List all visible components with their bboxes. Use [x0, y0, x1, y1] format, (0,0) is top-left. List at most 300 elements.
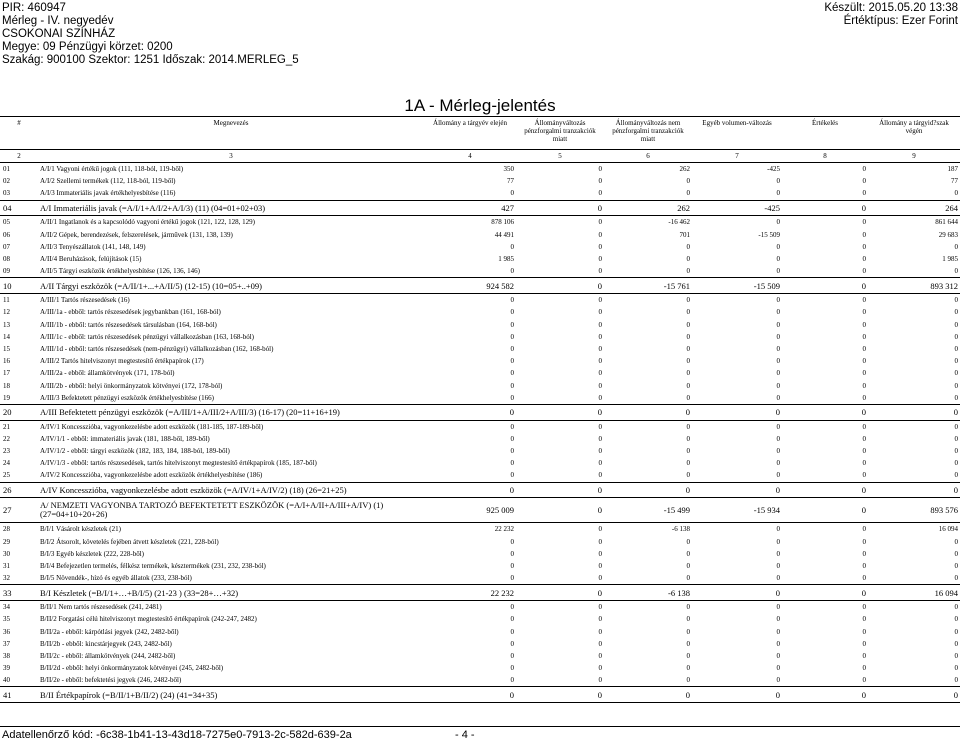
row-label: A/III/1 Tartós részesedések (16) — [40, 296, 130, 305]
page-number: - 4 - — [455, 729, 475, 741]
row-value: -6 138 — [671, 525, 690, 534]
row-value: 0 — [862, 344, 866, 353]
row-number: 22 — [3, 434, 10, 443]
row-value: 187 — [947, 165, 958, 174]
row-value: 0 — [686, 561, 690, 570]
row-value: 44 491 — [494, 230, 514, 239]
row-value: 0 — [782, 585, 868, 601]
row-value: 0 — [862, 447, 866, 456]
row-value: 0 — [954, 664, 958, 673]
row-number: 01 — [3, 165, 10, 174]
row-value: 0 — [686, 434, 690, 443]
col-header: Értékelés — [782, 117, 868, 150]
row-value: 0 — [692, 687, 782, 703]
row-value: 0 — [862, 627, 866, 636]
table-row — [0, 200, 960, 216]
row-value: 0 — [510, 447, 514, 456]
row-number: 03 — [3, 189, 10, 198]
row-label: A/I Immateriális javak (=A/I/1+A/I/2+A/I/3) (11) (04=01+02+03) — [38, 200, 424, 216]
row-number: 18 — [3, 381, 10, 390]
col-header: Állomány a tárgyév elején — [424, 117, 516, 150]
row-value: 0 — [510, 639, 514, 648]
row-value: 0 — [776, 561, 780, 570]
row-label: A/III/2 Tartós hitelviszonyt megtestesítő értékpapírok (17) — [40, 357, 204, 366]
col-number: 9 — [868, 150, 960, 163]
row-value: 0 — [686, 676, 690, 685]
row-value: 0 — [776, 255, 780, 264]
row-label: A/III Befektetett pénzügyi eszközök (=A/III/1+A/III/2+A/III/3) (16-17) (20=11+16+19) — [38, 404, 424, 420]
row-value: 0 — [954, 369, 958, 378]
row-value: 0 — [510, 603, 514, 612]
row-value: 0 — [686, 357, 690, 366]
row-value: 0 — [954, 242, 958, 251]
row-value: 0 — [516, 687, 604, 703]
row-label: A/III/2b - ebből: helyi önkormányzatok kötvényei (172, 178-ból) — [40, 381, 223, 390]
row-value: 77 — [951, 177, 958, 186]
row-value: 0 — [862, 459, 866, 468]
row-value: 924 582 — [424, 278, 516, 294]
row-value: 0 — [954, 615, 958, 624]
row-value: 0 — [862, 255, 866, 264]
row-label: A/IV Koncesszióba, vagyonkezelésbe adott eszközök (=A/IV/1+A/IV/2) (18) (26=21+25) — [38, 482, 424, 498]
table-row — [0, 560, 960, 572]
row-value: 0 — [598, 615, 602, 624]
row-value: 0 — [954, 296, 958, 305]
row-value: 701 — [679, 230, 690, 239]
verification-code: Adatellenőrző kód: -6c38-1b41-13-43d18-7275e0-7913-2c-582d-639-2a — [2, 729, 352, 741]
row-number: 24 — [3, 459, 10, 468]
row-value: 1 985 — [498, 255, 514, 264]
page-title: 1A - Mérleg-jelentés — [404, 96, 556, 115]
row-number: 36 — [3, 627, 10, 636]
row-value: 0 — [686, 393, 690, 402]
row-value: 262 — [679, 165, 690, 174]
row-value: 0 — [776, 651, 780, 660]
row-value: 0 — [510, 296, 514, 305]
row-value: 0 — [510, 381, 514, 390]
row-value: 0 — [598, 603, 602, 612]
created-timestamp: Készült: 2015.05.20 13:38 — [824, 2, 958, 14]
row-value: 0 — [686, 332, 690, 341]
row-value: 0 — [598, 177, 602, 186]
row-number: 30 — [3, 549, 10, 558]
row-value: 925 009 — [424, 498, 516, 523]
table-row — [0, 175, 960, 187]
row-value: 350 — [503, 165, 514, 174]
row-value: 0 — [510, 561, 514, 570]
row-label: A/II/5 Tárgyi eszközök értékhelyesbítése (126, 136, 146) — [40, 267, 200, 276]
column-number-row — [0, 150, 960, 163]
row-value: 0 — [598, 434, 602, 443]
row-number: 25 — [3, 471, 10, 480]
row-label: A/IV/1 Koncesszióba, vagyonkezelésbe adott eszközök (181-185, 187-189-ből) — [40, 422, 264, 431]
row-value: 0 — [954, 561, 958, 570]
row-label: B/I/5 Növendék-, hízó és egyéb állatok (233, 238-ból) — [40, 574, 192, 583]
row-value: 0 — [954, 459, 958, 468]
row-value: 0 — [598, 344, 602, 353]
table-row — [0, 187, 960, 200]
row-value: 0 — [862, 664, 866, 673]
col-number: 2 — [0, 150, 38, 163]
row-value: 0 — [510, 332, 514, 341]
row-number: 23 — [3, 447, 10, 456]
row-value: 893 576 — [868, 498, 960, 523]
row-value: 0 — [598, 664, 602, 673]
row-value: -15 509 — [692, 278, 782, 294]
row-value: 878 106 — [491, 218, 514, 227]
row-value: 0 — [862, 393, 866, 402]
row-value: 0 — [516, 585, 604, 601]
row-value: 16 094 — [938, 525, 958, 534]
row-label: A/II Tárgyi eszközök (=A/II/1+...+A/II/5) (12-15) (10=05+..+09) — [38, 278, 424, 294]
row-value: 0 — [954, 627, 958, 636]
row-value: 0 — [954, 447, 958, 456]
table-row — [0, 392, 960, 405]
row-value: 0 — [598, 422, 602, 431]
row-value: 0 — [598, 357, 602, 366]
table-row — [0, 687, 960, 703]
row-value: 0 — [776, 525, 780, 534]
row-value: 0 — [510, 471, 514, 480]
row-value: 0 — [954, 393, 958, 402]
col-number: 3 — [38, 150, 424, 163]
row-value: -425 — [767, 165, 780, 174]
row-value: 0 — [954, 381, 958, 390]
row-label: A/II/1 Ingatlanok és a kapcsolódó vagyoni értékű jogok (121, 122, 128, 129) — [40, 218, 256, 227]
table-row — [0, 638, 960, 650]
row-label: A/III/1b - ebből: tartós részesedések társulásban (164, 168-ból) — [40, 320, 217, 329]
row-label: A/I/3 Immateriális javak értékhelyesbítése (116) — [40, 189, 176, 198]
row-value: 0 — [692, 482, 782, 498]
row-value: 0 — [598, 381, 602, 390]
row-label: B/II/2a - ebből: kárpótlási jegyek (242, 2482-ből) — [40, 627, 179, 636]
row-number: 26 — [0, 482, 38, 498]
table-row — [0, 420, 960, 433]
row-number: 08 — [3, 255, 10, 264]
row-value: 0 — [598, 561, 602, 570]
row-value: 0 — [510, 357, 514, 366]
row-value: 0 — [862, 676, 866, 685]
table-row — [0, 433, 960, 445]
row-value: 0 — [686, 320, 690, 329]
row-value: 0 — [776, 369, 780, 378]
row-value: 0 — [686, 537, 690, 546]
row-value: 0 — [598, 447, 602, 456]
row-value: 0 — [598, 320, 602, 329]
column-header-row — [0, 117, 960, 150]
row-value: 0 — [862, 332, 866, 341]
row-value: 0 — [510, 242, 514, 251]
row-number: 38 — [3, 651, 10, 660]
row-value: 0 — [776, 574, 780, 583]
col-number: 8 — [782, 150, 868, 163]
row-number: 05 — [3, 218, 10, 227]
row-value: 0 — [686, 574, 690, 583]
row-value: 0 — [776, 332, 780, 341]
row-value: 0 — [686, 369, 690, 378]
row-value: 0 — [776, 627, 780, 636]
row-number: 27 — [0, 498, 38, 523]
row-number: 02 — [3, 177, 10, 186]
row-value: 0 — [776, 296, 780, 305]
row-value: 0 — [776, 422, 780, 431]
row-value: 0 — [510, 434, 514, 443]
row-value: 0 — [510, 574, 514, 583]
row-value: 0 — [686, 549, 690, 558]
row-value: 0 — [692, 404, 782, 420]
row-value: 0 — [782, 278, 868, 294]
row-value: 0 — [868, 404, 960, 420]
row-value: 0 — [510, 344, 514, 353]
row-value: 0 — [598, 471, 602, 480]
row-value: 0 — [686, 308, 690, 317]
row-value: -15 934 — [692, 498, 782, 523]
row-value: 0 — [510, 651, 514, 660]
row-label: B/II/2e - ebből: befektetési jegyek (246, 2482-ből) — [40, 676, 182, 685]
row-value: 0 — [862, 471, 866, 480]
col-header: Állományváltozás nem pénzforgalmi tranzakciók miatt — [604, 117, 692, 150]
table-row — [0, 241, 960, 253]
row-value: 427 — [424, 200, 516, 216]
row-value: 0 — [510, 422, 514, 431]
table-row — [0, 536, 960, 548]
row-value: 0 — [868, 482, 960, 498]
row-value: 0 — [776, 664, 780, 673]
row-label: B/II/1 Nem tartós részesedések (241, 2481) — [40, 603, 162, 612]
row-value: 0 — [516, 278, 604, 294]
row-value: 0 — [776, 308, 780, 317]
row-number: 15 — [3, 344, 10, 353]
row-value: 0 — [862, 639, 866, 648]
row-value: 0 — [598, 165, 602, 174]
row-value: 0 — [510, 189, 514, 198]
row-label: A/IV/1/2 - ebből: tárgyi eszközök (182, 183, 184, 188-ból, 189-ből) — [40, 447, 230, 456]
row-label: B/II/2 Forgatási célú hitelviszonyt megtestesítő értékpapírok (242-247, 2482) — [40, 615, 257, 624]
row-value: 16 094 — [868, 585, 960, 601]
row-value: 0 — [510, 459, 514, 468]
row-value: 0 — [516, 498, 604, 523]
table-row — [0, 457, 960, 469]
row-number: 37 — [3, 639, 10, 648]
col-header: # — [0, 117, 38, 150]
row-value: 0 — [862, 561, 866, 570]
row-value: 0 — [686, 267, 690, 276]
row-value: 0 — [686, 627, 690, 636]
table-row — [0, 662, 960, 674]
row-value: 0 — [598, 267, 602, 276]
row-value: 0 — [954, 308, 958, 317]
row-number: 32 — [3, 574, 10, 583]
row-value: 0 — [598, 230, 602, 239]
row-number: 20 — [0, 404, 38, 420]
row-number: 09 — [3, 267, 10, 276]
col-number: 4 — [424, 150, 516, 163]
row-label: A/II/3 Tenyészállatok (141, 148, 149) — [40, 242, 146, 251]
row-number: 19 — [3, 393, 10, 402]
row-value: 0 — [862, 525, 866, 534]
row-value: 0 — [598, 627, 602, 636]
row-value: 0 — [776, 242, 780, 251]
row-number: 17 — [3, 369, 10, 378]
row-value: 0 — [510, 676, 514, 685]
row-label: A/IV/1/1 - ebből: immateriális javak (181, 188-ből, 189-ből) — [40, 434, 210, 443]
row-value: 0 — [686, 664, 690, 673]
row-value: -15 499 — [604, 498, 692, 523]
row-value: 0 — [776, 639, 780, 648]
row-value: 0 — [862, 574, 866, 583]
county-info: Megye: 09 Pénzügyi körzet: 0200 — [2, 41, 173, 53]
row-value: 0 — [862, 230, 866, 239]
row-number: 39 — [3, 664, 10, 673]
row-label: A/III/2a - ebből: államkötvények (171, 178-ból) — [40, 369, 175, 378]
row-value: 0 — [686, 603, 690, 612]
row-value: 0 — [516, 482, 604, 498]
row-value: 0 — [686, 615, 690, 624]
row-value: 0 — [776, 603, 780, 612]
row-value: 0 — [598, 537, 602, 546]
row-label: B/I/2 Átsorolt, követelés fejében átvett készletek (221, 228-ból) — [40, 537, 219, 546]
table-row — [0, 498, 960, 523]
row-number: 10 — [0, 278, 38, 294]
row-label: A/IV/1/3 - ebből: tartós részesedések, tartós hitelviszonyt megtestesítő értékpapírok (185, 187-ből) — [40, 459, 317, 468]
row-label: B/I/3 Egyéb készletek (222, 228-ből) — [40, 549, 145, 558]
row-value: 0 — [954, 639, 958, 648]
row-value: 0 — [510, 664, 514, 673]
row-number: 14 — [3, 332, 10, 341]
row-value: 0 — [782, 200, 868, 216]
row-value: 0 — [516, 200, 604, 216]
row-value: 0 — [424, 404, 516, 420]
row-number: 40 — [3, 676, 10, 685]
row-value: 0 — [954, 651, 958, 660]
row-label: A/II/2 Gépek, berendezések, felszerelések, járművek (131, 138, 139) — [40, 230, 233, 239]
row-value: 0 — [776, 267, 780, 276]
row-value: 0 — [686, 447, 690, 456]
table-row — [0, 216, 960, 229]
table-row — [0, 294, 960, 307]
row-number: 33 — [0, 585, 38, 601]
table-row — [0, 318, 960, 330]
row-value: 77 — [507, 177, 514, 186]
row-value: 861 644 — [935, 218, 958, 227]
row-value: 0 — [598, 242, 602, 251]
table-row — [0, 404, 960, 420]
footer-divider — [0, 726, 960, 727]
row-value: 0 — [686, 344, 690, 353]
row-number: 41 — [0, 687, 38, 703]
row-value: 0 — [862, 549, 866, 558]
row-value: 0 — [510, 537, 514, 546]
row-value: 0 — [598, 459, 602, 468]
row-value: 0 — [510, 308, 514, 317]
row-label: A/III/1c - ebből: tartós részesedések pénzügyi vállalkozásban (163, 168-ból) — [40, 332, 255, 341]
row-number: 06 — [3, 230, 10, 239]
row-value: 0 — [598, 651, 602, 660]
table-row — [0, 253, 960, 265]
row-value: 0 — [776, 471, 780, 480]
row-value: 0 — [954, 422, 958, 431]
row-number: 13 — [3, 320, 10, 329]
row-value: 264 — [868, 200, 960, 216]
row-value: 29 683 — [938, 230, 958, 239]
row-value: -6 138 — [604, 585, 692, 601]
row-value: 0 — [862, 267, 866, 276]
row-value: 0 — [782, 482, 868, 498]
row-value: 262 — [604, 200, 692, 216]
col-header: Egyéb volumen-változás — [692, 117, 782, 150]
row-value: 0 — [604, 687, 692, 703]
row-label: B/I/1 Vásárolt készletek (21) — [40, 525, 121, 534]
row-value: 0 — [510, 369, 514, 378]
row-label: A/ NEMZETI VAGYONBA TARTOZÓ BEFEKTETETT ESZKÖZÖK (=A/I+A/II+A/III+A/IV) (1) (27=04+10+20+26) — [38, 498, 424, 523]
table-row — [0, 278, 960, 294]
row-value: 0 — [598, 525, 602, 534]
row-value: 0 — [776, 357, 780, 366]
row-value: 0 — [954, 603, 958, 612]
row-number: 11 — [3, 296, 10, 305]
row-label: B/II/2b - ebből: kincstárjegyek (243, 2482-ből) — [40, 639, 172, 648]
row-value: -15 509 — [758, 230, 780, 239]
row-value: 0 — [686, 639, 690, 648]
table-row — [0, 650, 960, 662]
row-value: 0 — [686, 177, 690, 186]
row-number: 31 — [3, 561, 10, 570]
row-value: 0 — [782, 687, 868, 703]
row-value: 0 — [862, 537, 866, 546]
row-value: 0 — [776, 177, 780, 186]
row-value: 22 232 — [494, 525, 514, 534]
row-value: 0 — [862, 296, 866, 305]
row-value: 0 — [598, 332, 602, 341]
row-value: 0 — [862, 422, 866, 431]
row-value: 0 — [598, 308, 602, 317]
row-value: 0 — [424, 687, 516, 703]
row-label: A/II/4 Beruházások, felújítások (15) — [40, 255, 142, 264]
row-value: 0 — [598, 549, 602, 558]
row-value: 0 — [776, 381, 780, 390]
row-number: 07 — [3, 242, 10, 251]
row-value: 0 — [686, 381, 690, 390]
row-value: 0 — [862, 381, 866, 390]
row-number: 12 — [3, 308, 10, 317]
row-value: 0 — [782, 498, 868, 523]
row-value: 0 — [686, 255, 690, 264]
row-value: 0 — [954, 471, 958, 480]
row-value: 0 — [954, 189, 958, 198]
report-name: Mérleg - IV. negyedév — [2, 15, 114, 27]
value-unit: Értéktípus: Ezer Forint — [843, 15, 958, 27]
row-value: 0 — [510, 393, 514, 402]
row-value: 0 — [954, 676, 958, 685]
row-value: 0 — [776, 676, 780, 685]
row-value: 22 232 — [424, 585, 516, 601]
row-value: 0 — [776, 447, 780, 456]
table-row — [0, 613, 960, 625]
row-value: 0 — [782, 404, 868, 420]
table-row — [0, 379, 960, 391]
row-value: 0 — [862, 165, 866, 174]
row-value: 0 — [862, 651, 866, 660]
row-value: 893 312 — [868, 278, 960, 294]
table-row — [0, 548, 960, 560]
table-row — [0, 572, 960, 585]
row-label: B/I Készletek (=B/I/1+…+B/I/5) (21-23 ) (33=28+…+32) — [38, 585, 424, 601]
row-value: 1 985 — [942, 255, 958, 264]
row-value: 0 — [862, 603, 866, 612]
row-value: -15 761 — [604, 278, 692, 294]
row-number: 29 — [3, 537, 10, 546]
row-value: 0 — [598, 639, 602, 648]
